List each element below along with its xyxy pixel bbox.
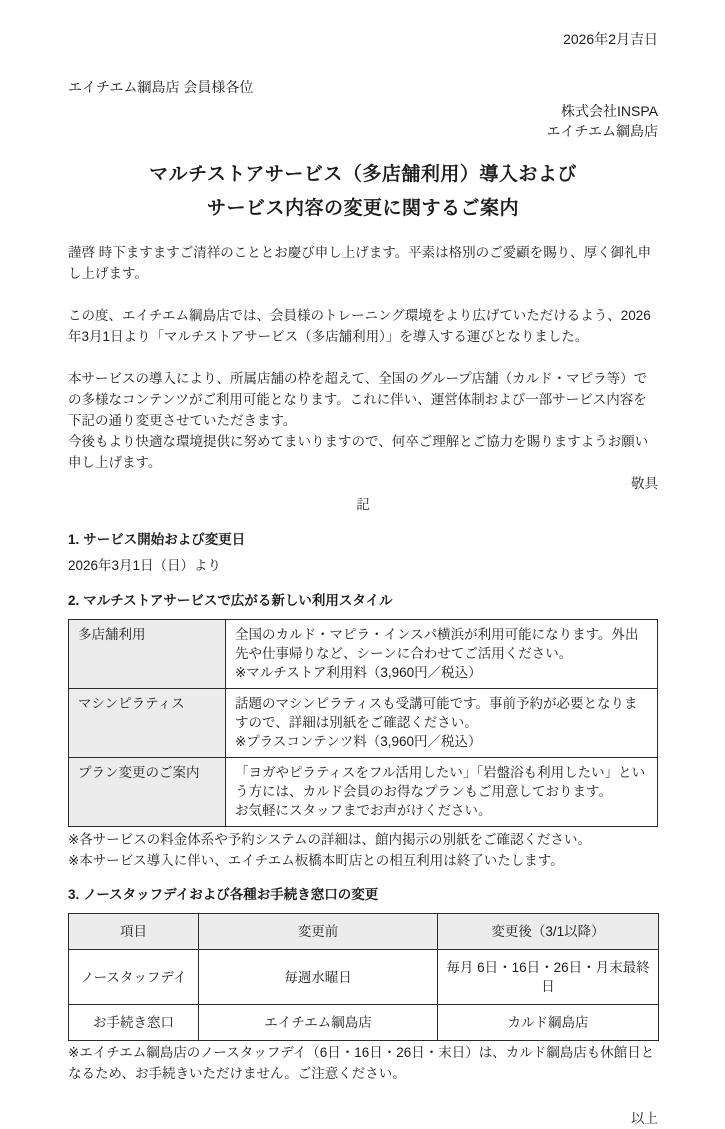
service-row-desc: 全国のカルド・マピラ・インスパ横浜が利用可能になります。外出先や仕事帰りなど、シーンに合わせてご活用ください。 — [235, 627, 639, 661]
column-header-after: 変更後（3/1以降） — [438, 914, 659, 950]
change-row-before: 毎週水曜日 — [199, 950, 438, 1005]
service-row-note: お気軽にスタッフまでお声がけください。 — [235, 803, 492, 818]
table-header-row — [69, 914, 659, 950]
recipient-line: エイチエム綱島店 会員様各位 — [68, 79, 254, 95]
section3-note: ※エイチエム綱島店のノースタッフデイ（6日・16日・26日・末日）は、カルド綱島店も休館日となるため、お手続きいただけません。ご注意ください。 — [68, 1045, 655, 1081]
section3-heading — [68, 884, 658, 905]
service-row-detail — [226, 620, 658, 689]
section3-number: 3. — [68, 887, 80, 902]
change-row-item: お手続き窓口 — [69, 1005, 199, 1041]
service-row-label: 多店舗利用 — [69, 620, 226, 689]
service-row-desc: 「ヨガやピラティスをフル活用したい」「岩盤浴も利用したい」という方には、カルド会員のお得なプランもご用意しております。 — [235, 765, 646, 799]
service-row-detail — [226, 689, 658, 758]
document-title-line1: マルチストアサービス（多店舗利用）導入および — [149, 164, 577, 185]
intro-paragraph: この度、エイチエム綱島店では、会員様のトレーニング環境をより広げていただけるよう、2026年3月1日より「マルチストアサービス（多店舗利用）」を導入する運びとなりました。 — [68, 308, 651, 344]
sender-store: エイチエム綱島店 — [546, 123, 658, 139]
change-row-before: エイチエム綱島店 — [199, 1005, 438, 1041]
column-header-before: 変更前 — [199, 914, 438, 950]
section1-body: 2026年3月1日（日）より — [68, 558, 222, 573]
note-line: ※各サービスの料金体系や予約システムの詳細は、館内掲示の別紙をご確認ください。 — [68, 832, 591, 847]
table-row — [69, 689, 658, 758]
service-table — [68, 619, 658, 827]
table-row — [69, 620, 658, 689]
service-row-label: マシンピラティス — [69, 689, 226, 758]
change-table — [68, 913, 659, 1041]
section1-heading — [68, 529, 658, 550]
service-row-desc: 話題のマシンピラティスも受講可能です。事前予約が必要となりますので、詳細は別紙をご確認ください。 — [235, 696, 638, 730]
detail-paragraph: 本サービスの導入により、所属店舗の枠を超えて、全国のグループ店舗（カルド・マピラ等）での多様なコンテンツがご利用可能となります。これに伴い、運営体制および一部サービス内容を下記の通り変更させていただきます。 — [68, 371, 648, 428]
service-row-note: ※マルチストア利用料（3,960円／税込） — [235, 665, 482, 680]
change-row-item: ノースタッフデイ — [69, 950, 199, 1005]
sender-company: 株式会社INSPA — [561, 103, 658, 119]
section2-heading — [68, 590, 658, 611]
document-title — [68, 158, 658, 226]
section2-heading-text: マルチストアサービスで広がる新しい利用スタイル — [83, 593, 393, 608]
note-line: ※本サービス導入に伴い、エイチエム板橋本町店との相互利用は終了いたします。 — [68, 853, 564, 868]
column-header-item: 項目 — [69, 914, 199, 950]
footer-end-marker: 以上 — [631, 1111, 658, 1126]
change-row-after: カルド綱島店 — [438, 1005, 659, 1041]
change-row-after: 毎月 6日・16日・26日・月末最終日 — [438, 950, 659, 1005]
section1-number: 1. — [68, 532, 80, 547]
table-row — [69, 758, 658, 827]
section3-heading-text: ノースタッフデイおよび各種お手続き窓口の変更 — [83, 887, 379, 902]
document-date: 2026年2月吉日 — [563, 31, 658, 47]
section2-number: 2. — [68, 593, 80, 608]
service-row-detail — [226, 758, 658, 827]
service-row-note: ※プラスコンテンツ料（3,960円／税込） — [235, 734, 482, 749]
document-title-line2: サービス内容の変更に関するご案内 — [206, 198, 519, 219]
closing-request-paragraph: 今後もより快適な環境提供に努めてまいりますので、何卒ご理解とご協力を賜りますようお願い申し上げます。 — [68, 434, 649, 470]
service-row-label: プラン変更のご案内 — [69, 758, 226, 827]
closing-word: 敬具 — [631, 476, 658, 491]
record-marker: 記 — [356, 497, 370, 512]
table-row — [69, 950, 659, 1005]
section1-heading-text: サービス開始および変更日 — [83, 532, 246, 547]
section2-notes — [68, 829, 658, 871]
table-row — [69, 1005, 659, 1041]
greeting-paragraph: 謹啓 時下ますますご清祥のこととお慶び申し上げます。平素は格別のご愛顧を賜り、厚く御礼申し上げます。 — [68, 245, 652, 281]
